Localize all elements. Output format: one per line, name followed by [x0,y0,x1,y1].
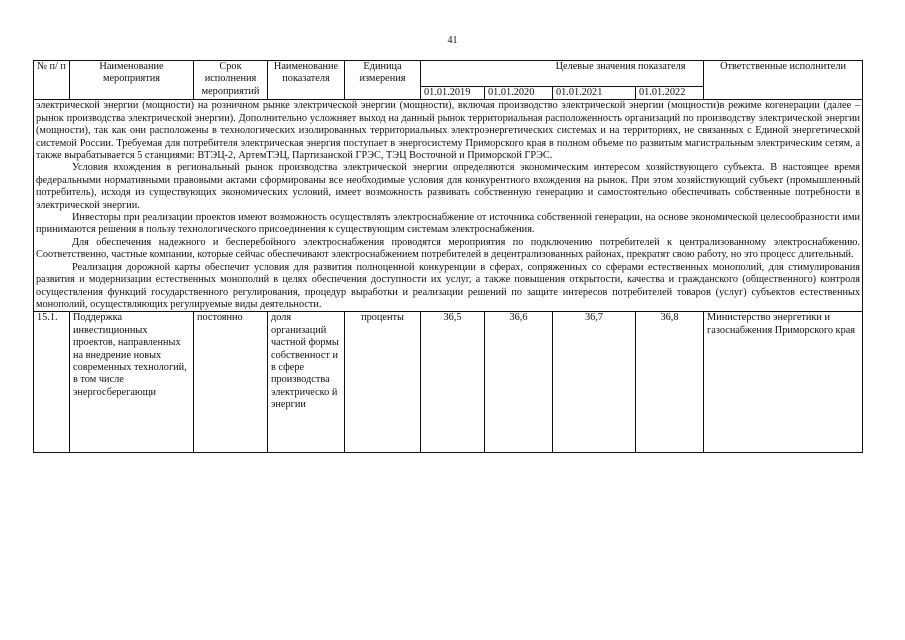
table-row [34,312,863,453]
row-indicator: доля организаций частной формы собственност и в сфере производства электрическо й энергии [268,312,345,453]
header-responsible: Ответственные исполнители [704,61,863,100]
row-value: 36,5 [421,312,485,453]
row-value: 36,7 [553,312,636,453]
row-unit: проценты [345,312,421,453]
measures-table [33,60,863,453]
header-date: 01.01.2020 [485,87,553,100]
header-date: 01.01.2022 [636,87,704,100]
paragraph: Условия вхождения в региональный рынок производства электрической энергии определяются экономическим интересом хозяйствующего субъекта. В настоящее время федеральными нормативными правовыми актами сформированы все необходимые условия для конкурентного вхождения на рынок. При этом хозяйствующий субъект (промышленный потребитель), исходя из существующих экономических условий, имеет возможность развивать собственную генерацию и самостоятельно обеспечивать собственные потребности в электрической энергии. [36,162,861,211]
row-value: 36,8 [636,312,704,453]
paragraph: электрической энергии (мощности) на розничном рынке электрической энергии (мощности), включая производство электрической энергии (мощности)в режиме когенерации (далее – рынок производства электрической энергии). Дополнительно усложняет выход на данный рынок территориальная расположенность организаций по производству электрической энергии (мощности), так как они расположены в технологических изолированных территориальных электроэнергетических системах и на территориях, не связанных с Единой энергетической системой России. Требуемая для потребителя электрическая энергия поступает в энергосистему Приморского края в полном объеме по развитым магистральным электрическим сетям, а также вырабатывается 5 станциями: ВТЭЦ-2, АртемТЭЦ, Партизанской ГРЭС, ТЭЦ Восточной и Приморской ГРЭС. [36,100,861,162]
header-unit: Единица измерения [345,61,421,100]
header-number: № п/ п [34,61,70,100]
page-number: 41 [447,35,458,46]
header-indicator: Наименование показателя [268,61,345,100]
row-measure-name: Поддержка инвестиционных проектов, направленных на внедрение новых современных технологий, в том числе энергосберегающи [70,312,194,453]
header-date: 01.01.2019 [421,87,485,100]
header-target-values: Целевые значения показателя [421,61,704,87]
header-measure-name: Наименование мероприятия [70,61,194,100]
header-term: Срок исполнения мероприятий [194,61,268,100]
header-date: 01.01.2021 [553,87,636,100]
row-term: постоянно [194,312,268,453]
row-responsible: Министерство энергетики и газоснабжения Приморского края [704,312,863,453]
row-value: 36,6 [485,312,553,453]
row-number: 15.1. [34,312,70,453]
paragraph: Инвесторы при реализации проектов имеют возможность осуществлять электроснабжение от источника собственной генерации, на основе экономической целесообразности ими принимаются решения в пользу технологического присоединения к существующим системам электроснабжения. [36,212,861,236]
paragraph: Реализация дорожной карты обеспечит условия для развития полноценной конкуренции в сферах, сопряженных со сферами естественных монополий, для стимулирования развития и модернизации естественных монополий в целях обеспечения доступности их услуг, а также повышения открытости, качества и гражданского (общественного) контроля осуществления функций государственного регулирования, процедур выработки и реализации решений по защите интересов потребителей товаров (услуг) субъектов естественных монополий, осуществляющих регулируемые виды деятельности. [36,261,861,310]
paragraph: Для обеспечения надежного и бесперебойного электроснабжения проводятся мероприятия по подключению потребителей к централизованному электроснабжению. Соответственно, частные компании, которые сейчас обеспечивают электроснабжением потребителей в децентрализованных районах, прекратят свою работу, но это процесс длительный. [36,236,861,261]
description-text [34,100,863,312]
